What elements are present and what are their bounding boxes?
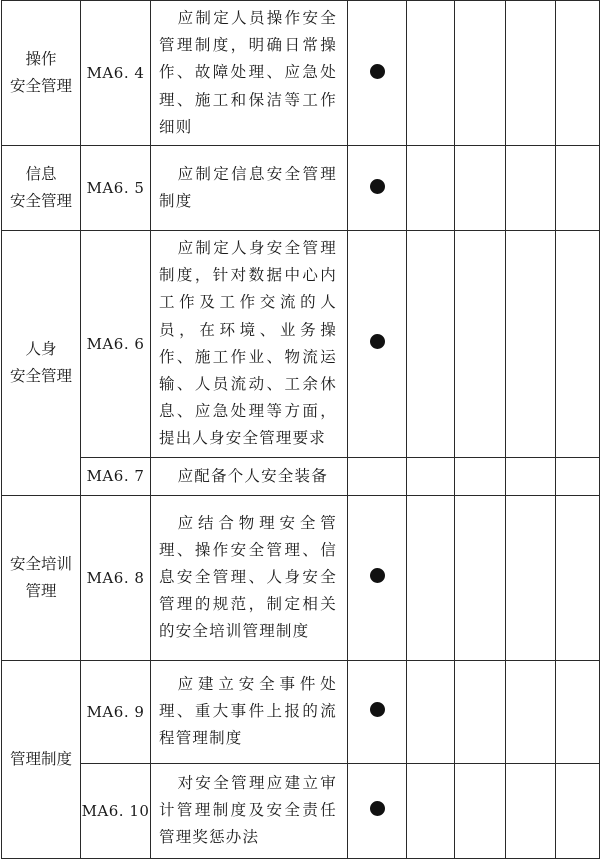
empty-cell — [455, 146, 506, 231]
empty-cell — [407, 146, 455, 231]
empty-cell — [455, 495, 506, 660]
mark-cell — [348, 495, 407, 660]
category-label-line: 安全管理 — [9, 77, 72, 95]
empty-cell — [556, 146, 600, 231]
table-row — [2, 457, 600, 495]
empty-cell — [556, 1, 600, 146]
requirement-text: 应建立安全事件处理、重大事件上报的流程管理制度 — [159, 674, 337, 748]
requirement-text: 应制定人身安全管理制度，针对数据中心内工作及工作交流的人员，在环境、业务操作、施工作业、物流运输、人员流动、工余休息、应急处理等方面，提出人身安全管理要求 — [159, 239, 337, 448]
empty-cell — [455, 763, 506, 858]
mark-cell — [348, 660, 407, 763]
empty-cell — [407, 660, 455, 763]
requirements-table — [1, 0, 600, 859]
requirement-cell — [151, 660, 348, 763]
filled-circle-mark — [370, 334, 385, 349]
item-code: MA6. 7 — [81, 457, 151, 495]
filled-circle-mark — [370, 702, 385, 717]
requirement-cell — [151, 457, 348, 495]
filled-circle-mark — [370, 568, 385, 583]
empty-cell — [455, 660, 506, 763]
table-row — [2, 660, 600, 763]
requirement-text: 应配备个人安全装备 — [177, 466, 328, 485]
requirement-cell — [151, 231, 348, 458]
empty-cell — [556, 660, 600, 763]
empty-cell — [556, 231, 600, 458]
category-label-line: 安全培训 — [9, 554, 72, 573]
empty-cell — [506, 231, 556, 458]
category-label-line: 安全管理 — [9, 192, 72, 211]
requirement-cell — [151, 1, 348, 146]
table-row — [2, 231, 600, 458]
empty-cell — [556, 495, 600, 660]
category-cell — [2, 1, 81, 146]
filled-circle-mark — [370, 64, 385, 79]
empty-cell — [506, 763, 556, 858]
filled-circle-mark — [370, 179, 385, 194]
category-cell — [2, 231, 81, 496]
item-code: MA6. 9 — [81, 660, 151, 763]
empty-cell — [506, 660, 556, 763]
filled-circle-mark — [370, 801, 385, 816]
category-label-line: 管理 — [25, 581, 57, 600]
item-code: MA6. 8 — [81, 495, 151, 660]
table-row — [2, 763, 600, 858]
requirement-cell — [151, 763, 348, 858]
empty-cell — [455, 1, 506, 146]
category-cell — [2, 660, 81, 858]
empty-cell — [407, 495, 455, 660]
item-code: MA6. 4 — [81, 1, 151, 146]
category-label-line: 操作 — [25, 50, 57, 68]
category-cell — [2, 146, 81, 231]
empty-cell — [506, 1, 556, 146]
empty-cell — [455, 457, 506, 495]
category-label-line: 安全管理 — [9, 366, 72, 385]
empty-cell — [348, 457, 407, 495]
category-label-line: 人身 — [25, 339, 57, 358]
requirement-text: 对安全管理应建立审计管理制度及安全责任管理奖惩办法 — [159, 773, 337, 847]
requirement-text: 应制定人员操作安全管理制度，明确日常操作、故障处理、应急处理、施工和保洁等工作细则 — [159, 9, 337, 136]
category-label-line: 信息 — [25, 165, 57, 184]
empty-cell — [556, 457, 600, 495]
item-code: MA6. 6 — [81, 231, 151, 458]
empty-cell — [506, 457, 556, 495]
empty-cell — [407, 1, 455, 146]
category-label-line: 管理制度 — [9, 749, 72, 768]
empty-cell — [407, 231, 455, 458]
table-row — [2, 146, 600, 231]
mark-cell — [348, 146, 407, 231]
empty-cell — [407, 763, 455, 858]
empty-cell — [506, 146, 556, 231]
mark-cell — [348, 763, 407, 858]
empty-cell — [506, 495, 556, 660]
category-cell — [2, 495, 81, 660]
mark-cell — [348, 231, 407, 458]
table-row — [2, 495, 600, 660]
item-code: MA6. 5 — [81, 146, 151, 231]
requirement-cell — [151, 146, 348, 231]
empty-cell — [407, 457, 455, 495]
empty-cell — [556, 763, 600, 858]
table-row — [2, 1, 600, 146]
requirement-text: 应结合物理安全管理、操作安全管理、信息安全管理、人身安全管理的规范，制定相关的安全培训管理制度 — [159, 513, 337, 641]
requirement-text: 应制定信息安全管理制度 — [159, 164, 337, 211]
item-code: MA6. 10 — [81, 763, 151, 858]
requirement-cell — [151, 495, 348, 660]
mark-cell — [348, 1, 407, 146]
empty-cell — [455, 231, 506, 458]
